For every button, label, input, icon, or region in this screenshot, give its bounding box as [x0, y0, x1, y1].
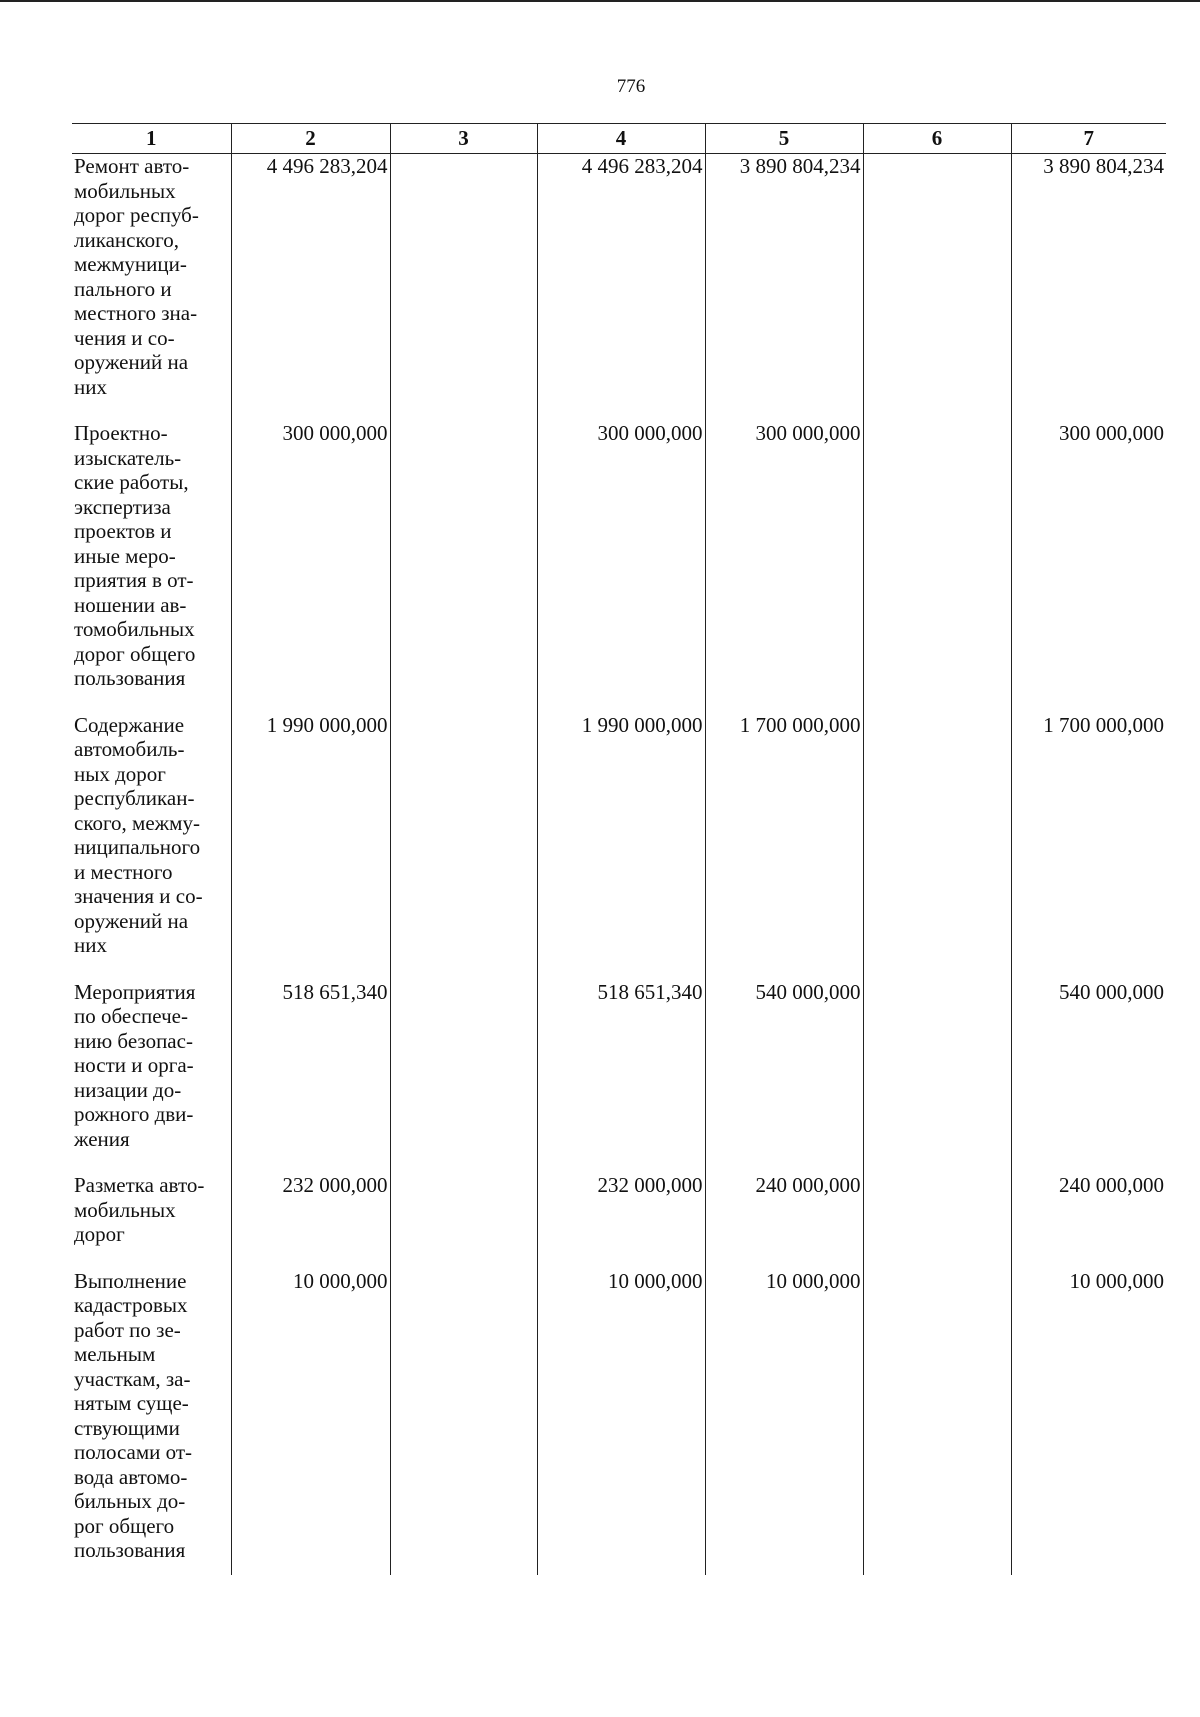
table-row [72, 1173, 1166, 1247]
table-row [72, 421, 1166, 691]
value-cell-col2: 1 990 000,000 [231, 713, 390, 958]
value-cell-col5: 240 000,000 [705, 1173, 863, 1247]
row-name: Проектно- изыскатель- ские работы, экспертиза проектов и иные меро- приятия в от- ношении ав- томобильных дорог общего пользования [74, 421, 196, 690]
value-cell-col5: 300 000,000 [705, 421, 863, 691]
value-cell-col2: 232 000,000 [231, 1173, 390, 1247]
column-header-2: 2 [231, 124, 390, 154]
row-name: Мероприятия по обеспече- нию безопас- ности и орга- низации до- рожного дви- жения [74, 979, 196, 1151]
column-header-7: 7 [1011, 124, 1166, 154]
value-cell-col7: 10 000,000 [1011, 1269, 1166, 1563]
row-name-cell [72, 1173, 231, 1247]
row-name-cell [72, 713, 231, 958]
value-cell-col5: 3 890 804,234 [705, 154, 863, 400]
value-cell-col7: 300 000,000 [1011, 421, 1166, 691]
value-cell-col2: 518 651,340 [231, 980, 390, 1152]
value-cell-col6 [863, 421, 1011, 691]
value-cell-col4: 518 651,340 [537, 980, 705, 1152]
row-spacer [72, 1247, 1166, 1269]
value-cell-col3 [390, 421, 537, 691]
value-cell-col6 [863, 713, 1011, 958]
value-cell-col4: 300 000,000 [537, 421, 705, 691]
column-header-6: 6 [863, 124, 1011, 154]
value-cell-col6 [863, 1173, 1011, 1247]
table-row [72, 1269, 1166, 1563]
column-header-1: 1 [72, 124, 231, 154]
column-header-4: 4 [537, 124, 705, 154]
row-spacer [72, 691, 1166, 713]
row-name: Ремонт авто- мобильных дорог респуб- ликанского, межмуници- пального и местного зна- чения и со- оружений на них [74, 154, 199, 399]
row-name-cell [72, 154, 231, 400]
value-cell-col3 [390, 1173, 537, 1247]
row-name: Содержание автомобиль- ных дорог республикан- ского, межму- ниципального и местного значения и со- оружений на них [74, 712, 203, 957]
value-cell-col6 [863, 154, 1011, 400]
table-row [72, 713, 1166, 958]
table-row [72, 154, 1166, 400]
value-cell-col3 [390, 980, 537, 1152]
page-number: 776 [616, 76, 646, 97]
budget-table [72, 123, 1166, 1575]
value-cell-col5: 1 700 000,000 [705, 713, 863, 958]
row-spacer [72, 958, 1166, 980]
value-cell-col6 [863, 980, 1011, 1152]
column-header-3: 3 [390, 124, 537, 154]
value-cell-col2: 300 000,000 [231, 421, 390, 691]
table-header-row [72, 124, 1166, 154]
table-row [72, 980, 1166, 1152]
column-header-5: 5 [705, 124, 863, 154]
value-cell-col4: 10 000,000 [537, 1269, 705, 1563]
row-name-cell [72, 1269, 231, 1563]
value-cell-col5: 540 000,000 [705, 980, 863, 1152]
value-cell-col4: 232 000,000 [537, 1173, 705, 1247]
value-cell-col7: 1 700 000,000 [1011, 713, 1166, 958]
row-spacer [72, 399, 1166, 421]
value-cell-col7: 3 890 804,234 [1011, 154, 1166, 400]
value-cell-col6 [863, 1269, 1011, 1563]
page-top-border [0, 0, 1200, 2]
row-name: Выполнение кадастровых работ по зе- мельным участкам, за- нятым суще- ствующими полосами от- вода автомо- бильных до- рог общего пользования [74, 1268, 193, 1562]
value-cell-col3 [390, 154, 537, 400]
value-cell-col3 [390, 1269, 537, 1563]
row-spacer [72, 1151, 1166, 1173]
row-name-cell [72, 421, 231, 691]
value-cell-col2: 10 000,000 [231, 1269, 390, 1563]
value-cell-col4: 1 990 000,000 [537, 713, 705, 958]
value-cell-col7: 540 000,000 [1011, 980, 1166, 1152]
value-cell-col2: 4 496 283,204 [231, 154, 390, 400]
row-name: Разметка авто- мобильных дорог [74, 1173, 205, 1246]
value-cell-col3 [390, 713, 537, 958]
row-spacer [72, 1563, 1166, 1575]
value-cell-col4: 4 496 283,204 [537, 154, 705, 400]
value-cell-col7: 240 000,000 [1011, 1173, 1166, 1247]
row-name-cell [72, 980, 231, 1152]
value-cell-col5: 10 000,000 [705, 1269, 863, 1563]
